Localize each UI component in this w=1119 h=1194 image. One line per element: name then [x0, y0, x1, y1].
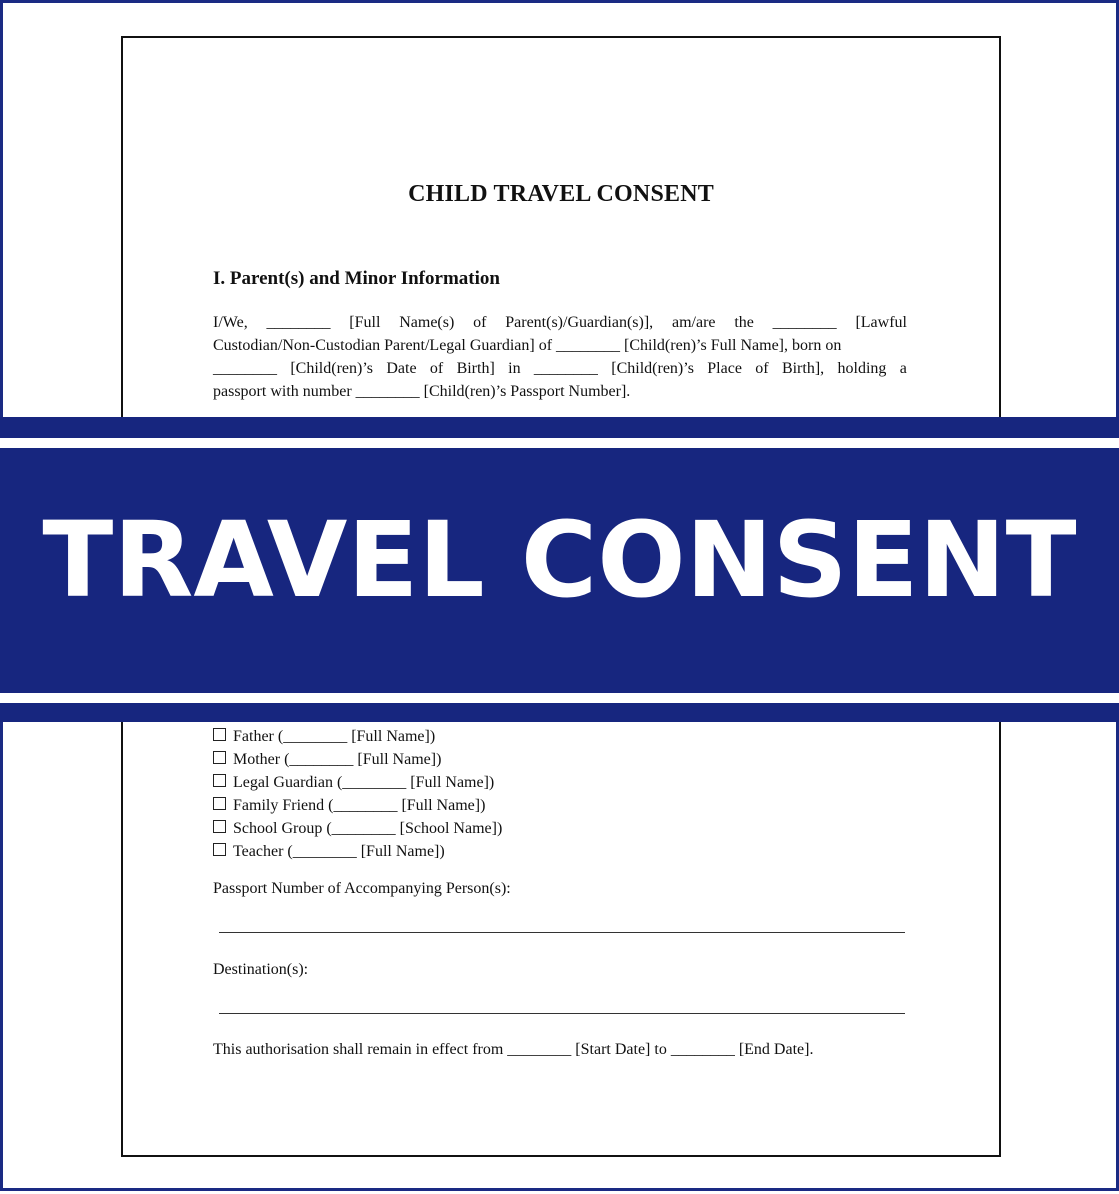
destination-label: Destination(s): [213, 961, 309, 978]
paragraph-line-3 [213, 357, 907, 380]
paragraph-word: Name(s) [399, 314, 455, 331]
paragraph-word: ________ [213, 360, 277, 377]
paragraph-word: [Child(ren)’s [290, 360, 373, 377]
paragraph-word: ________ [266, 314, 331, 331]
checkbox-icon[interactable] [213, 820, 226, 833]
paragraph-word: of [429, 360, 444, 377]
checkbox-icon[interactable] [213, 728, 226, 741]
bottom-blue-strip [0, 703, 1119, 722]
checkbox-icon[interactable] [213, 751, 226, 764]
paragraph-word: Date [386, 360, 417, 377]
option-family-friend[interactable]: Family Friend (________ [Full Name]) [213, 794, 502, 817]
paragraph-line-1 [213, 311, 907, 334]
paragraph-word: the [734, 314, 754, 331]
paragraph-word: of [473, 314, 487, 331]
paragraph-line-4 [213, 380, 907, 403]
top-blue-strip [0, 417, 1119, 438]
paragraph-word: passport with number ________ [Child(ren)’s Passport Number]. [213, 383, 631, 400]
paragraph-word: I/We, [213, 314, 248, 331]
option-mother[interactable]: Mother (________ [Full Name]) [213, 748, 502, 771]
paragraph-word: ________ [533, 360, 598, 377]
option-legal-guardian[interactable]: Legal Guardian (________ [Full Name]) [213, 771, 502, 794]
paragraph-word: Parent(s)/Guardian(s)], [505, 314, 654, 331]
authorisation-text: This authorisation shall remain in effect from ________ [Start Date] to ________ [End Date]. [213, 1041, 814, 1058]
paragraph-word: [Child(ren)’s [611, 360, 694, 377]
paragraph-word: Birth], [781, 360, 825, 377]
paragraph-word: Birth] [456, 360, 495, 377]
checkbox-icon[interactable] [213, 797, 226, 810]
checkbox-icon[interactable] [213, 774, 226, 787]
option-school-group[interactable]: School Group (________ [School Name]) [213, 817, 502, 840]
paragraph-word: Place [707, 360, 742, 377]
parent-minor-paragraph [213, 311, 907, 403]
paragraph-line-2 [213, 334, 907, 357]
checkbox-icon[interactable] [213, 843, 226, 856]
passport-number-label: Passport Number of Accompanying Person(s): [213, 880, 511, 897]
option-teacher[interactable]: Teacher (________ [Full Name]) [213, 840, 502, 863]
document-title: CHILD TRAVEL CONSENT [408, 181, 714, 207]
paragraph-word: Custodian/Non-Custodian Parent/Legal Guardian] of ________ [Child(ren)’s Full Name], born on [213, 337, 842, 354]
paragraph-word: ________ [772, 314, 837, 331]
paragraph-word: holding [837, 360, 887, 377]
banner-title: TRAVEL CONSENT [42, 499, 1077, 621]
paragraph-word: am/are [671, 314, 716, 331]
document-page-top [121, 36, 1001, 417]
paragraph-word: of [755, 360, 769, 377]
paragraph-word: [Lawful [855, 314, 907, 331]
passport-number-line[interactable] [219, 932, 905, 933]
option-father[interactable]: Father (________ [Full Name]) [213, 725, 502, 748]
accompanying-person-options [213, 725, 502, 863]
document-page-bottom [121, 722, 1001, 1157]
paragraph-word: a [899, 360, 907, 377]
paragraph-word: in [508, 360, 521, 377]
destination-line[interactable] [219, 1013, 905, 1014]
paragraph-word: [Full [349, 314, 381, 331]
section-heading: I. Parent(s) and Minor Information [213, 268, 500, 289]
